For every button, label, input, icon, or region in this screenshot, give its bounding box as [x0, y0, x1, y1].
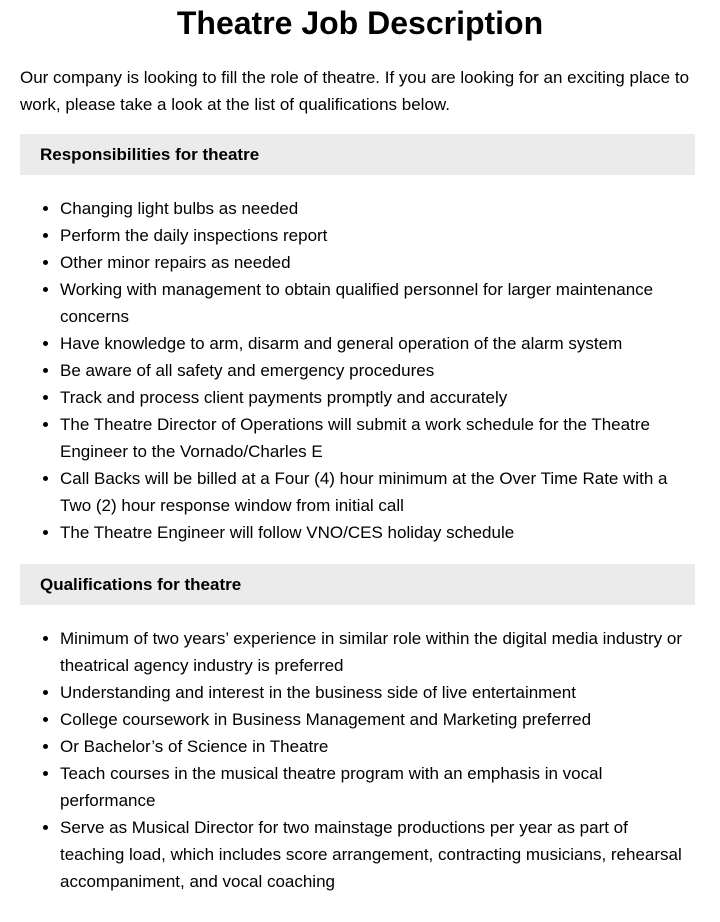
list-item: • Serve as Musical Director for two mainstage productions per year as part of teaching load, which includes score arrangement, contracting musicians, rehearsal accompaniment, and vocal coaching [60, 814, 690, 895]
list-item: • The Theatre Director of Operations will submit a work schedule for the Theatre Engineer to the Vornado/Charles E [60, 411, 690, 465]
list-item: • Be aware of all safety and emergency procedures [60, 357, 690, 384]
qualifications-heading: Qualifications for theatre [20, 564, 695, 605]
list-item: • College coursework in Business Management and Marketing preferred [60, 706, 690, 733]
list-item: • Or Bachelor’s of Science in Theatre [60, 733, 690, 760]
qualifications-list [0, 625, 720, 895]
list-item: • Perform the daily inspections report [60, 222, 690, 249]
list-item: • Understanding and interest in the business side of live entertainment [60, 679, 690, 706]
list-item: • Call Backs will be billed at a Four (4) hour minimum at the Over Time Rate with a Two (2) hour response window from initial call [60, 465, 690, 519]
list-item: • The Theatre Engineer will follow VNO/CES holiday schedule [60, 519, 690, 546]
list-item: • Working with management to obtain qualified personnel for larger maintenance concerns [60, 276, 690, 330]
intro-paragraph: Our company is looking to fill the role of theatre. If you are looking for an exciting place to work, please take a look at the list of qualifications below. [20, 68, 690, 114]
list-item: • Other minor repairs as needed [60, 249, 690, 276]
list-item: • Teach courses in the musical theatre program with an emphasis in vocal performance [60, 760, 690, 814]
list-item: • Have knowledge to arm, disarm and general operation of the alarm system [60, 330, 690, 357]
responsibilities-heading: Responsibilities for theatre [20, 134, 695, 175]
page-title: Theatre Job Description [176, 5, 544, 41]
list-item: • Track and process client payments promptly and accurately [60, 384, 690, 411]
responsibilities-list [0, 195, 720, 546]
list-item: • Changing light bulbs as needed [60, 195, 690, 222]
list-item: • Minimum of two years’ experience in similar role within the digital media industry or theatrical agency industry is preferred [60, 625, 690, 679]
